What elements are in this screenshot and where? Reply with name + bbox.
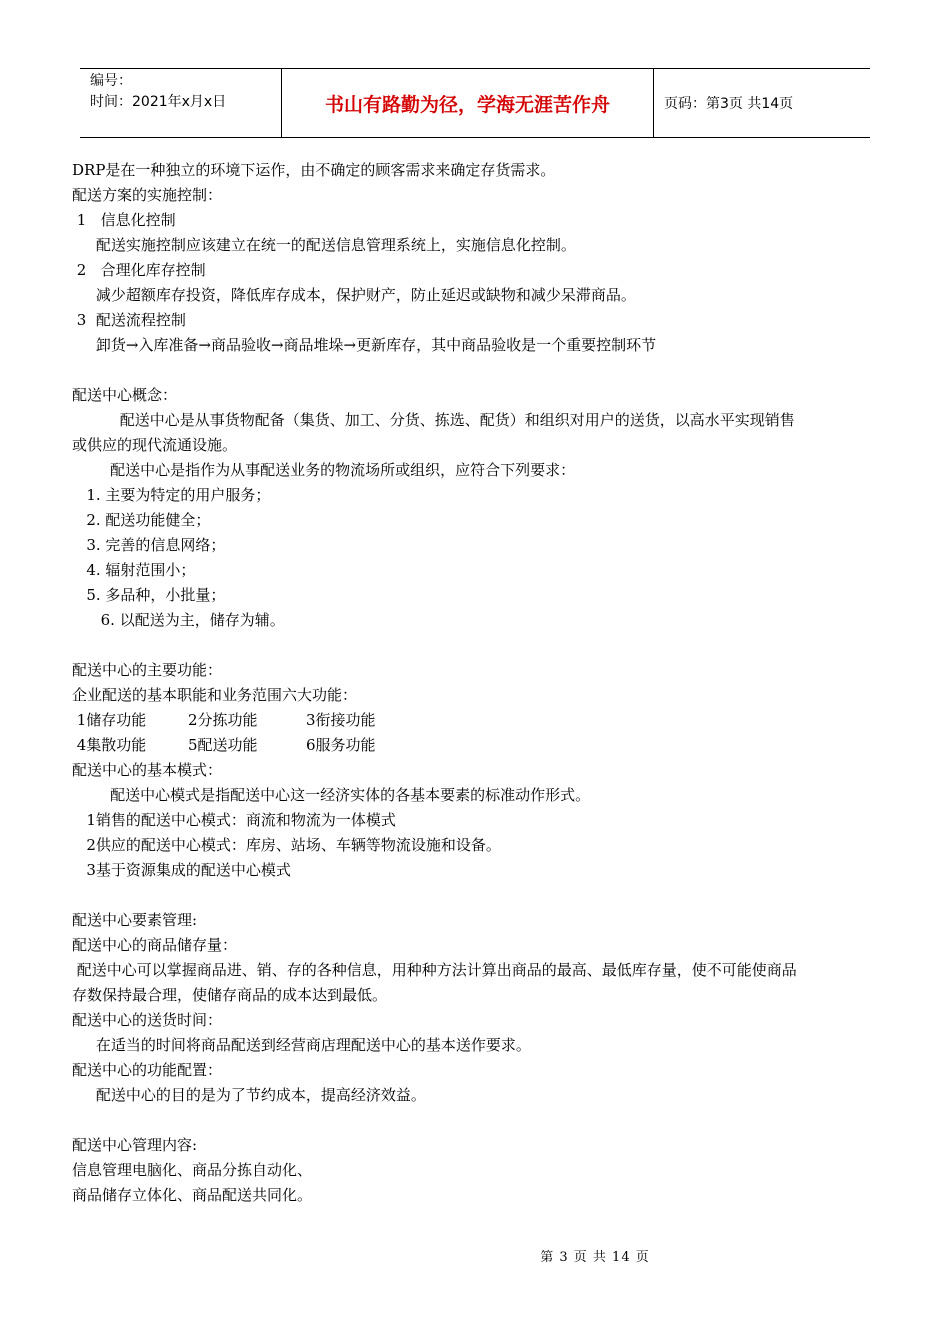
- section-heading: 配送中心的商品储存量：: [72, 936, 238, 954]
- paragraph: 信息管理电脑化、商品分拣自动化、: [72, 1161, 313, 1179]
- header-motto: 书山有路勤为径，学海无涯苦作舟: [282, 69, 654, 137]
- paragraph: 配送中心模式是指配送中心这一经济实体的各基本要素的标准动作形式。: [72, 786, 591, 804]
- header-page-info: 页码：第3页 共14页: [664, 96, 794, 112]
- list-item: 3 配送流程控制: [72, 311, 186, 329]
- function-row-1: [72, 708, 892, 733]
- document-number-label: 编号：: [90, 73, 132, 89]
- list-item: 3. 完善的信息网络；: [72, 536, 226, 554]
- list-item: 1 信息化控制: [72, 211, 176, 229]
- function-item: 4集散功能: [72, 736, 147, 754]
- list-item: 3基于资源集成的配送中心模式: [72, 861, 291, 879]
- function-item: 1储存功能: [72, 711, 147, 729]
- paragraph: 存数保持最合理，使储存商品的成本达到最低。: [72, 986, 388, 1004]
- document-header: [80, 68, 870, 138]
- section-heading: 配送中心的基本模式：: [72, 761, 223, 779]
- document-body: [72, 158, 892, 1208]
- paragraph: 在适当的时间将商品配送到经营商店理配送中心的基本送作要求。: [72, 1036, 531, 1054]
- page-footer: 第 3 页 共 14 页: [540, 1250, 650, 1265]
- paragraph: 配送中心是指作为从事配送业务的物流场所或组织，应符合下列要求：: [72, 461, 576, 479]
- header-meta: [80, 69, 282, 137]
- document-date: 时间：2021年x月x日: [90, 94, 227, 110]
- section-heading: 配送中心概念：: [72, 386, 178, 404]
- function-item: 2分拣功能: [188, 711, 258, 729]
- paragraph: 配送实施控制应该建立在统一的配送信息管理系统上，实施信息化控制。: [72, 236, 576, 254]
- paragraph: 企业配送的基本职能和业务范围六大功能：: [72, 686, 358, 704]
- list-item: 2. 配送功能健全；: [72, 511, 211, 529]
- list-item: 2 合理化库存控制: [72, 261, 206, 279]
- paragraph: 卸货→入库准备→商品验收→商品堆垛→更新库存，其中商品验收是一个重要控制环节: [72, 336, 657, 354]
- section-heading: 配送方案的实施控制：: [72, 186, 223, 204]
- list-item: 4. 辐射范围小；: [72, 561, 196, 579]
- section-heading: 配送中心的送货时间：: [72, 1011, 223, 1029]
- section-heading: 配送中心要素管理:: [72, 911, 198, 929]
- paragraph: 或供应的现代流通设施。: [72, 436, 238, 454]
- function-row-2: [72, 733, 892, 758]
- function-item: 6服务功能: [306, 736, 376, 754]
- section-heading: 配送中心的功能配置：: [72, 1061, 223, 1079]
- function-item: 3衔接功能: [306, 711, 376, 729]
- function-item: 5配送功能: [188, 736, 258, 754]
- section-heading: 配送中心管理内容:: [72, 1136, 198, 1154]
- section-heading: 配送中心的主要功能：: [72, 661, 223, 679]
- list-item: 6. 以配送为主，储存为辅。: [72, 611, 285, 629]
- paragraph: 配送中心可以掌握商品进、销、存的各种信息，用种种方法计算出商品的最高、最低库存量，使不可能使商品: [72, 961, 797, 979]
- paragraph: 配送中心的目的是为了节约成本，提高经济效益。: [72, 1086, 426, 1104]
- paragraph: 减少超额库存投资，降低库存成本，保护财产，防止延迟或缺物和减少呆滞商品。: [72, 286, 636, 304]
- list-item: 5. 多品种，小批量；: [72, 586, 226, 604]
- paragraph: 商品储存立体化、商品配送共同化。: [72, 1186, 313, 1204]
- list-item: 1销售的配送中心模式：商流和物流为一体模式: [72, 811, 396, 829]
- paragraph: DRP是在一种独立的环境下运作，由不确定的顾客需求来确定存货需求。: [72, 161, 556, 179]
- paragraph: 配送中心是从事货物配备（集货、加工、分货、拣选、配货）和组织对用户的送货，以高水平实现销售: [72, 411, 795, 429]
- list-item: 1. 主要为特定的用户服务；: [72, 486, 271, 504]
- list-item: 2供应的配送中心模式：库房、站场、车辆等物流设施和设备。: [72, 836, 501, 854]
